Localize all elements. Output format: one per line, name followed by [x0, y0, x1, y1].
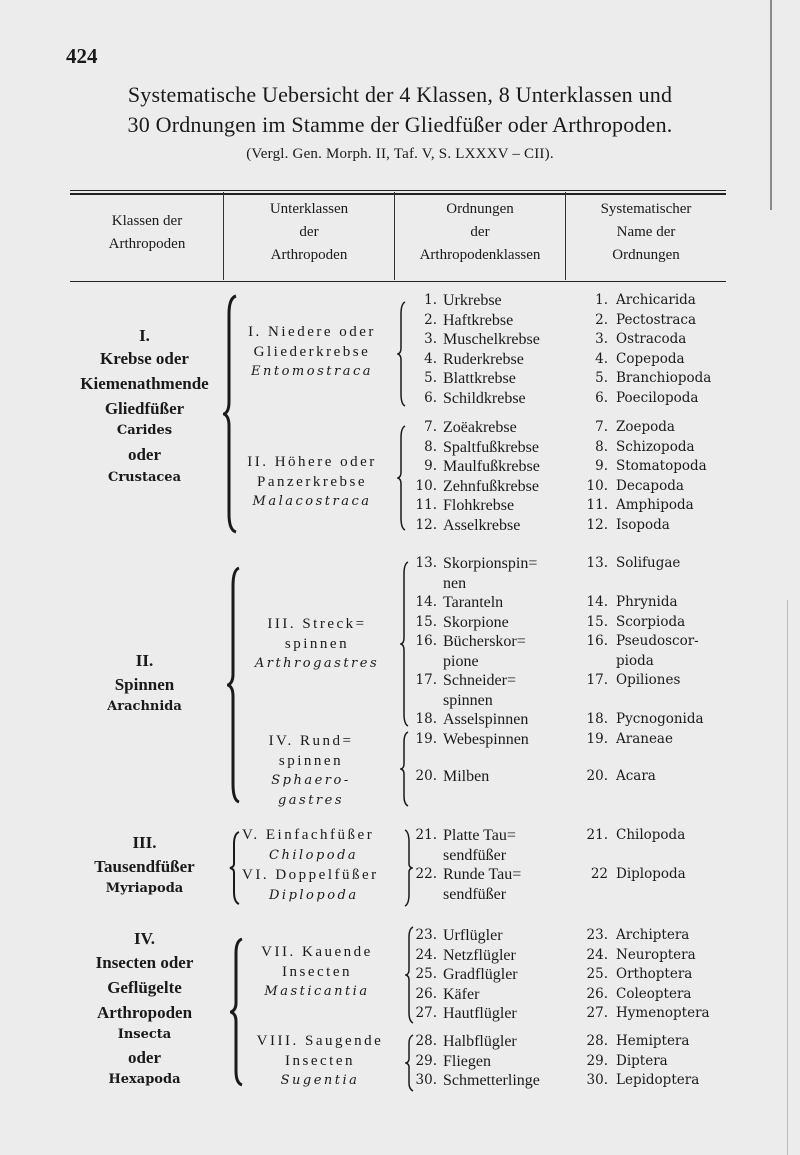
class-latin-name: Insecta	[117, 1027, 172, 1042]
class-4-block	[72, 928, 217, 1090]
order-row-continuation	[407, 574, 537, 594]
sysname: Archiptera	[616, 927, 690, 943]
subclass-8	[240, 1032, 400, 1091]
sysname-number: 4.	[595, 350, 608, 367]
order-number: 11.	[415, 497, 437, 513]
order-row	[407, 946, 518, 966]
subclass-latin: Diplopoda	[269, 887, 359, 903]
order-german-name: Milben	[443, 768, 490, 785]
subclass-latin: Masticantia	[264, 984, 370, 999]
sysnames-group-7	[580, 1032, 699, 1091]
order-number: 15.	[415, 613, 437, 630]
sysname-number: 7.	[595, 419, 608, 435]
orders-group-5	[407, 826, 521, 904]
order-german-name: Käfer	[443, 985, 480, 1003]
header-classes	[72, 210, 222, 256]
sysname: Scorpioda	[616, 613, 686, 630]
order-german-name: Halbflügler	[443, 1033, 517, 1050]
sysname-row	[580, 369, 711, 389]
sysname-row	[580, 965, 710, 985]
sysname-number: 2.	[595, 311, 608, 328]
order-row	[407, 554, 537, 574]
subclass-label: Insecten	[285, 1052, 355, 1069]
class-latin-name: Crustacea	[107, 470, 181, 485]
order-row	[407, 671, 537, 691]
sysname-number-blank	[580, 652, 608, 672]
order-german-name: Netzflügler	[443, 946, 516, 964]
order-german-name: Zoëakrebse	[443, 419, 517, 436]
order-german-name: Skorpione	[443, 613, 509, 631]
class-latin-name: Carides	[116, 423, 173, 438]
order-row	[407, 632, 537, 652]
sysname: Isopoda	[616, 516, 670, 533]
sysname-row	[580, 767, 656, 787]
sysname-number: 5.	[595, 370, 608, 386]
sysname-row	[580, 516, 707, 536]
order-row	[407, 1071, 540, 1091]
sysname-number: 15.	[586, 613, 608, 630]
sysname-number: 3.	[595, 331, 608, 347]
order-row	[407, 438, 540, 458]
class-or: oder	[127, 1048, 162, 1067]
subclass-1-brace	[397, 300, 407, 408]
subclass-label: VIII. Saugende	[256, 1033, 384, 1049]
order-number: 26.	[415, 985, 437, 1002]
sysname: Chilopoda	[616, 827, 686, 843]
sysnames-group-4	[580, 767, 656, 787]
sysname-row	[580, 389, 711, 409]
subclass-latin: Entomostraca	[251, 364, 373, 379]
sysname: Araneae	[616, 730, 673, 747]
subclass-label: IV. Rund=	[268, 733, 354, 749]
header-line: Unterklassen	[269, 201, 349, 217]
sysname-row	[580, 330, 711, 350]
order-row	[407, 985, 518, 1005]
order-german-name: Blattkrebse	[443, 370, 516, 387]
sysname-number: 1.	[595, 292, 608, 308]
order-german-name: nen	[443, 574, 467, 592]
sysname: Phrynida	[616, 594, 678, 610]
order-number: 28.	[415, 1033, 437, 1049]
title-line-2: 30 Ordnungen im Stamme der Gliedfüßer oder Arthropoden.	[127, 112, 673, 137]
sysname-number: 19.	[586, 730, 608, 747]
order-number: 27.	[415, 1005, 437, 1021]
sysname: Orthoptera	[616, 966, 693, 982]
header-line: Name der	[616, 224, 676, 240]
class-1-block	[72, 326, 217, 488]
sysname-number: 10.	[586, 477, 608, 494]
order-row-continuation	[407, 885, 521, 905]
order-row	[407, 926, 518, 946]
order-number: 8.	[424, 438, 437, 455]
order-row	[407, 613, 537, 633]
order-row	[407, 865, 521, 885]
order-row	[407, 826, 521, 846]
sysname-row	[580, 291, 711, 311]
class-german-name: Kiemenathmende	[80, 374, 209, 393]
order-row	[407, 457, 540, 477]
sysname-row	[580, 418, 707, 438]
order-german-name: Gradflügler	[443, 966, 518, 983]
sysname-number: 12.	[586, 516, 608, 533]
order-number: 21.	[415, 827, 437, 843]
subclass-label: Panzerkrebse	[257, 473, 367, 490]
sysname: Pectostraca	[616, 311, 697, 328]
subclass-label: Gliederkrebse	[253, 343, 371, 360]
subclass-label: II. Höhere oder	[247, 454, 377, 470]
subclass-label: III. Streck=	[267, 616, 367, 632]
orders-group-4	[407, 767, 489, 787]
subclass-5	[242, 826, 374, 865]
order-number: 9.	[424, 458, 437, 474]
class-latin-name: Myriapoda	[105, 881, 184, 896]
order-number: 10.	[415, 477, 437, 494]
orders-group-7	[407, 1032, 540, 1091]
sysname-number: 29.	[586, 1052, 608, 1069]
order-row	[407, 593, 537, 613]
sysname-row	[580, 632, 704, 652]
class-german-name: Spinnen	[114, 675, 175, 694]
class-german-name: Insecten oder	[95, 953, 194, 972]
order-german-name: Muschelkrebse	[443, 331, 540, 348]
sysname: Hymenoptera	[616, 1005, 710, 1021]
order-number-blank	[407, 652, 437, 672]
order-number: 30.	[415, 1072, 437, 1088]
sysname-row	[580, 985, 710, 1005]
header-line: der	[470, 224, 490, 240]
order-german-name: Runde Tau=	[443, 866, 522, 883]
sysname: Neuroptera	[616, 946, 696, 963]
subclass-3	[236, 615, 398, 674]
subclass-label: VI. Doppelfüßer	[242, 867, 379, 883]
sysname: Zoepoda	[616, 419, 675, 435]
order-row	[407, 369, 540, 389]
sysname: Branchiopoda	[616, 370, 712, 386]
order-german-name: Ruderkrebse	[443, 350, 524, 368]
order-german-name: spinnen	[443, 691, 493, 709]
order-german-name: Skorpionspin=	[443, 555, 538, 572]
header-line: Ordnungen	[446, 201, 514, 217]
order-german-name: Bücherskor=	[443, 633, 526, 650]
order-german-name: Schmetterlinge	[443, 1072, 540, 1089]
order-number: 22.	[415, 866, 437, 882]
order-row	[407, 1032, 540, 1052]
order-number-blank	[407, 885, 437, 905]
order-german-name: Hautflügler	[443, 1005, 517, 1022]
sysname: Solifugae	[616, 555, 681, 571]
sysname: Copepoda	[616, 350, 685, 367]
sysname-row	[580, 946, 710, 966]
sysname-row	[580, 496, 707, 516]
sysname-number: 20.	[586, 768, 608, 784]
order-number: 3.	[424, 331, 437, 347]
order-row-continuation	[407, 652, 537, 672]
class-latin-name: Arachnida	[107, 699, 182, 714]
header-line: Arthropodenklassen	[419, 247, 541, 263]
sysnames-group-2	[580, 418, 707, 535]
order-german-name: Urflügler	[443, 927, 503, 944]
order-german-name: sendfüßer	[443, 846, 507, 864]
sysname-row	[580, 1032, 699, 1052]
order-german-name: Schildkrebse	[443, 389, 526, 407]
subclass-label: V. Einfachfüßer	[242, 827, 375, 843]
order-german-name: Fliegen	[443, 1052, 491, 1070]
subclass-label: spinnen	[284, 635, 350, 652]
order-german-name: Zehnfußkrebse	[443, 477, 539, 495]
sysname-number: 13.	[586, 555, 608, 571]
sysname-number: 27.	[586, 1005, 608, 1021]
sysname: pioda	[616, 652, 654, 669]
order-number: 5.	[424, 370, 437, 386]
class-german-name: Gliedfüßer	[104, 399, 185, 418]
order-german-name: Asselkrebse	[443, 516, 521, 534]
order-row	[407, 516, 540, 536]
subclass-7	[240, 943, 394, 1002]
sysname-number: 14.	[586, 594, 608, 610]
orders-group-3	[407, 554, 537, 749]
order-row-continuation	[407, 691, 537, 711]
sysname: Poecilopoda	[616, 389, 699, 406]
order-number: 14.	[415, 594, 437, 610]
orders-group-6	[407, 926, 518, 1024]
order-number: 4.	[424, 350, 437, 367]
order-row	[407, 1004, 518, 1024]
order-number: 6.	[424, 389, 437, 406]
class-3-brace	[229, 830, 241, 906]
header-line: Arthropoden	[270, 247, 348, 263]
order-german-name: Urkrebse	[443, 292, 502, 309]
sysname: Ostracoda	[616, 331, 687, 347]
sysname-row	[580, 671, 704, 691]
order-row	[407, 291, 540, 311]
header-systematic-name	[566, 198, 726, 267]
order-row	[407, 1052, 540, 1072]
sysname-row-blank	[580, 846, 686, 866]
scan-edge-shadow	[770, 0, 772, 210]
class-3-block	[72, 832, 217, 899]
sysname-number: 25.	[586, 966, 608, 982]
order-number-blank	[407, 574, 437, 594]
sysname-number: 16.	[586, 633, 608, 649]
sysname: Stomatopoda	[616, 458, 707, 474]
orders-group-2	[407, 418, 540, 535]
class-2-block	[72, 650, 217, 717]
order-row	[407, 418, 540, 438]
sysname: Acara	[616, 768, 656, 784]
order-number: 16.	[415, 633, 437, 649]
order-number-blank	[407, 691, 437, 711]
sysname-row-blank	[580, 574, 704, 594]
sysname-row-continuation	[580, 652, 704, 672]
subclass-2-brace	[397, 424, 407, 532]
table-top-rule	[70, 190, 726, 191]
sysname-number: 18.	[586, 711, 608, 727]
class-german-name: Krebse oder	[100, 349, 189, 368]
order-number: 29.	[415, 1052, 437, 1069]
sysname-row	[580, 1071, 699, 1091]
sysname-row	[580, 1052, 699, 1072]
order-row	[407, 311, 540, 331]
sysname-number: 17.	[586, 672, 608, 688]
sysname-row	[580, 710, 704, 730]
class-german-name: Geflügelte	[107, 978, 182, 997]
subclass-1	[232, 323, 392, 382]
page-number: 424	[66, 44, 98, 68]
sysname: Schizopoda	[616, 438, 695, 455]
table-top-rule-thick	[70, 193, 726, 195]
order-number: 17.	[415, 672, 437, 688]
sysname-number: 8.	[595, 438, 608, 455]
class-or: oder	[127, 445, 162, 464]
sysname-row	[580, 1004, 710, 1024]
sysname-row	[580, 730, 704, 750]
order-row	[407, 730, 537, 750]
subclass-label: I. Niedere oder	[248, 324, 376, 340]
sysname-row	[580, 593, 704, 613]
header-subclasses	[224, 198, 394, 267]
sysname-number: 22	[590, 866, 608, 882]
sysname-row	[580, 926, 710, 946]
order-number: 1.	[424, 292, 437, 308]
header-line: Klassen der	[111, 213, 183, 229]
class-latin-name: Hexapoda	[108, 1072, 181, 1087]
class-german-name: Arthropoden	[96, 1003, 193, 1022]
order-german-name: Platte Tau=	[443, 827, 516, 844]
order-row	[407, 350, 540, 370]
sysname-row	[580, 477, 707, 497]
sysname-number: 26.	[586, 985, 608, 1002]
sysname-number: 21.	[586, 827, 608, 843]
subclass-label: Insecten	[282, 963, 352, 980]
class-numeral: IV.	[134, 929, 155, 948]
order-number-blank	[407, 846, 437, 866]
order-row	[407, 389, 540, 409]
sysname: Decapoda	[616, 477, 684, 494]
order-german-name: Webespinnen	[443, 730, 529, 748]
order-row	[407, 496, 540, 516]
class-numeral: II.	[135, 651, 154, 670]
sysname: Opiliones	[616, 672, 681, 688]
sysname-row	[580, 554, 704, 574]
sysname-number: 28.	[586, 1033, 608, 1049]
order-german-name: Haftkrebse	[443, 311, 514, 329]
order-row	[407, 330, 540, 350]
orders-group-1	[407, 291, 540, 408]
sysnames-group-1	[580, 291, 711, 408]
scan-edge-line	[787, 600, 788, 1155]
title-line-1: Systematische Uebersicht der 4 Klassen, 8 Unterklassen und	[127, 82, 673, 107]
order-number: 25.	[415, 966, 437, 982]
header-line: Ordnungen	[612, 247, 680, 263]
subclass-4	[236, 732, 386, 810]
sysname-number: 23.	[586, 927, 608, 943]
sysname-row	[580, 613, 704, 633]
order-german-name: Schneider=	[443, 672, 516, 689]
sysname: Hemiptera	[616, 1033, 690, 1049]
header-line: Systematischer	[600, 201, 692, 217]
order-german-name: pione	[443, 652, 479, 670]
subclass-latin: Chilopoda	[269, 847, 359, 863]
sysnames-group-6	[580, 926, 710, 1024]
subclass-latin: Sugentia	[280, 1073, 360, 1088]
class-german-name: Tausendfüßer	[94, 857, 195, 876]
order-row	[407, 965, 518, 985]
sysnames-group-5	[580, 826, 686, 885]
subclass-latin: Malacostraca	[252, 494, 372, 509]
sysname-row	[580, 457, 707, 477]
order-german-name: Maulfußkrebse	[443, 458, 540, 475]
sysname-row	[580, 438, 707, 458]
subclass-2	[232, 453, 392, 512]
order-number: 18.	[415, 711, 437, 727]
order-row-continuation	[407, 846, 521, 866]
subclass-latin: Sphaero-	[271, 773, 351, 788]
header-line: Arthropoden	[108, 236, 186, 252]
header-orders	[395, 198, 565, 267]
sysname: Lepidoptera	[616, 1072, 700, 1088]
order-number: 19.	[415, 730, 437, 747]
sysname-number: 6.	[595, 389, 608, 406]
sysname: Amphipoda	[616, 497, 694, 513]
subclass-latin: Arthrogastres	[254, 656, 380, 671]
order-number: 20.	[415, 768, 437, 784]
subclass-label: VII. Kauende	[261, 944, 373, 960]
sysname: Archicarida	[616, 292, 696, 308]
sysname-row	[580, 311, 711, 331]
order-german-name: sendfüßer	[443, 885, 507, 903]
subclass-latin: gastres	[277, 792, 345, 808]
header-bottom-rule	[70, 281, 726, 282]
subclass-6	[242, 866, 379, 905]
order-german-name: Spaltfußkrebse	[443, 438, 539, 456]
order-number: 13.	[415, 555, 437, 571]
order-row	[407, 767, 489, 787]
sysname-row	[580, 350, 711, 370]
order-german-name: Flohkrebse	[443, 497, 515, 514]
class-numeral: I.	[139, 326, 150, 345]
sysname-row	[580, 865, 686, 885]
sysname: Diplopoda	[616, 866, 686, 882]
order-number: 7.	[424, 419, 437, 435]
sysname-number: 9.	[595, 458, 608, 474]
sysname-row	[580, 826, 686, 846]
sysname: Pycnogonida	[616, 711, 704, 727]
title-reference: (Vergl. Gen. Morph. II, Taf. V, S. LXXXV – CII).	[246, 146, 554, 162]
order-number: 23.	[415, 927, 437, 943]
sysname-row-blank	[580, 691, 704, 711]
sysname: Diptera	[616, 1052, 668, 1069]
order-number: 24.	[415, 946, 437, 963]
order-german-name: Taranteln	[443, 594, 504, 611]
order-german-name: Asselspinnen	[443, 711, 529, 728]
header-line: der	[299, 224, 319, 240]
sysname: Coleoptera	[616, 985, 692, 1002]
subclass-label: spinnen	[278, 752, 344, 769]
sysnames-group-3	[580, 554, 704, 749]
sysname-number: 11.	[586, 497, 608, 513]
class-numeral: III.	[132, 833, 157, 852]
sysname: Pseudoscor-	[616, 633, 699, 649]
order-number: 12.	[415, 516, 437, 533]
order-row	[407, 477, 540, 497]
order-row	[407, 710, 537, 730]
sysname-number: 30.	[586, 1072, 608, 1088]
order-number: 2.	[424, 311, 437, 328]
sysname-number: 24.	[586, 946, 608, 963]
